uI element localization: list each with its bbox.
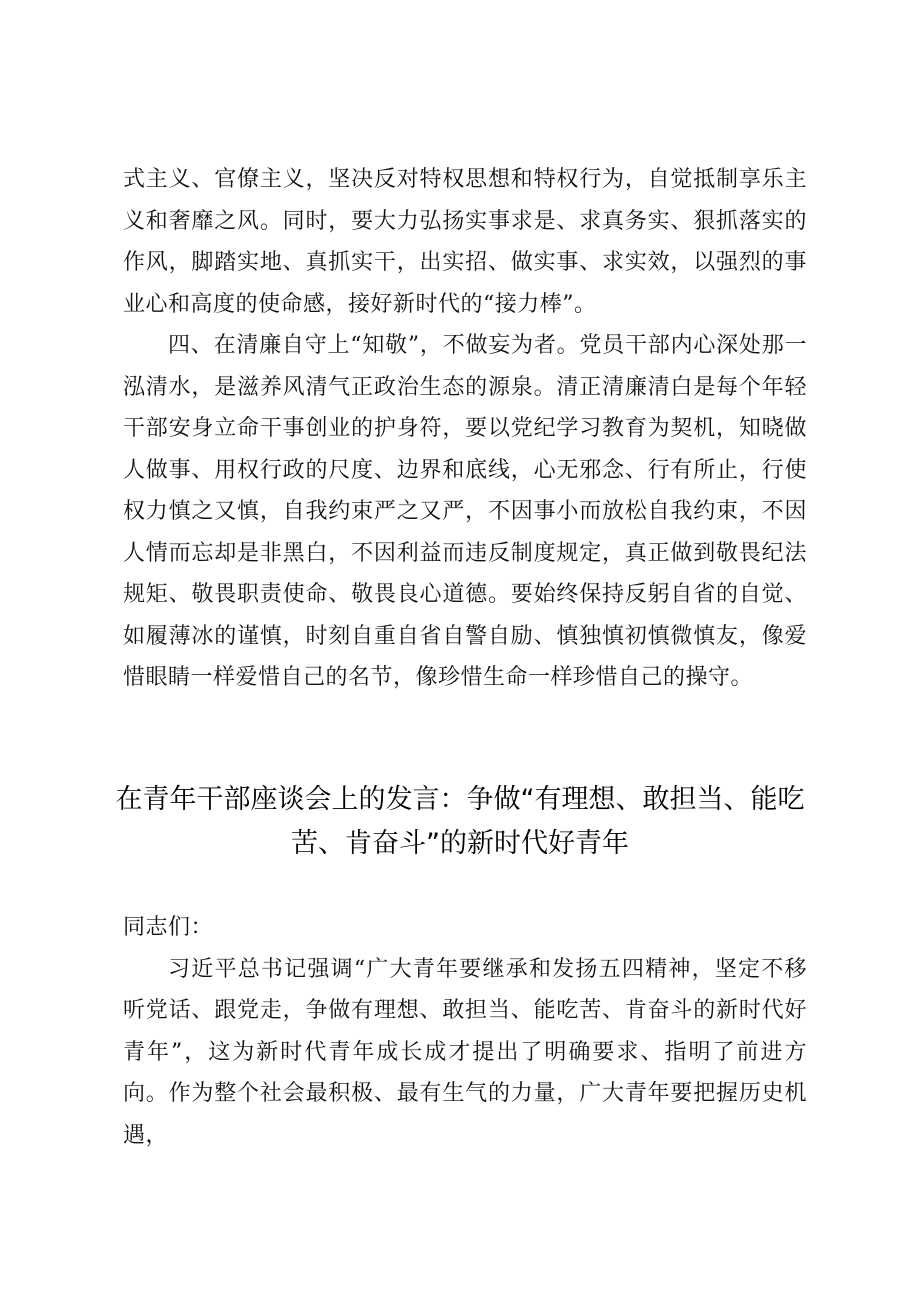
salutation: 同志们：: [123, 915, 214, 940]
body-text-bottom: [123, 907, 807, 1156]
document-title: [100, 778, 820, 866]
section-four-paragraph: 四、在清廉自守上“知敬”，不做妄为者。党员干部内心深处那一泓清水，是滋养风清气正政治生态的源泉。清正清廉清白是每个年轻干部安身立命干事创业的护身符，要以党纪学习教育为契机，知晓做人做事、用权行政的尺度、边界和底线，心无邪念、行有所止，行使权力慎之又慎，自我约束严之又严，不因事小而放松自我约束，不因人情而忘却是非黑白，不因利益而违反制度规定，真正做到敬畏纪法规矩、敬畏职责使命、敬畏良心道德。要始终保持反躬自省的自觉、如履薄冰的谨慎，时刻自重自省自警自励、慎独慎初慎微慎友，像爱惜眼睛一样爱惜自己的名节，像珍惜生命一样珍惜自己的操守。: [123, 333, 807, 690]
document-title-line-2: 苦、肯奋斗”的新时代好青年: [291, 828, 629, 859]
body-text-top: [123, 159, 807, 699]
document-title-line-1: 在青年干部座谈会上的发言：争做“有理想、敢担当、能吃: [115, 784, 805, 815]
opening-paragraph: 习近平总书记强调“广大青年要继承和发扬五四精神，坚定不移听党话、跟党走，争做有理想、敢担当、能吃苦、肯奋斗的新时代好青年”，这为新时代青年成长成才提出了明确要求、指明了前进方向。作为整个社会最积极、最有生气的力量，广大青年要把握历史机遇，: [123, 956, 807, 1148]
continuation-paragraph: 式主义、官僚主义，坚决反对特权思想和特权行为，自觉抵制享乐主义和奢靡之风。同时，要大力弘扬实事求是、求真务实、狠抓落实的作风，脚踏实地、真抓实干，出实招、做实事、求实效，以强烈的事业心和高度的使命感，接好新时代的“接力棒”。: [123, 167, 807, 317]
